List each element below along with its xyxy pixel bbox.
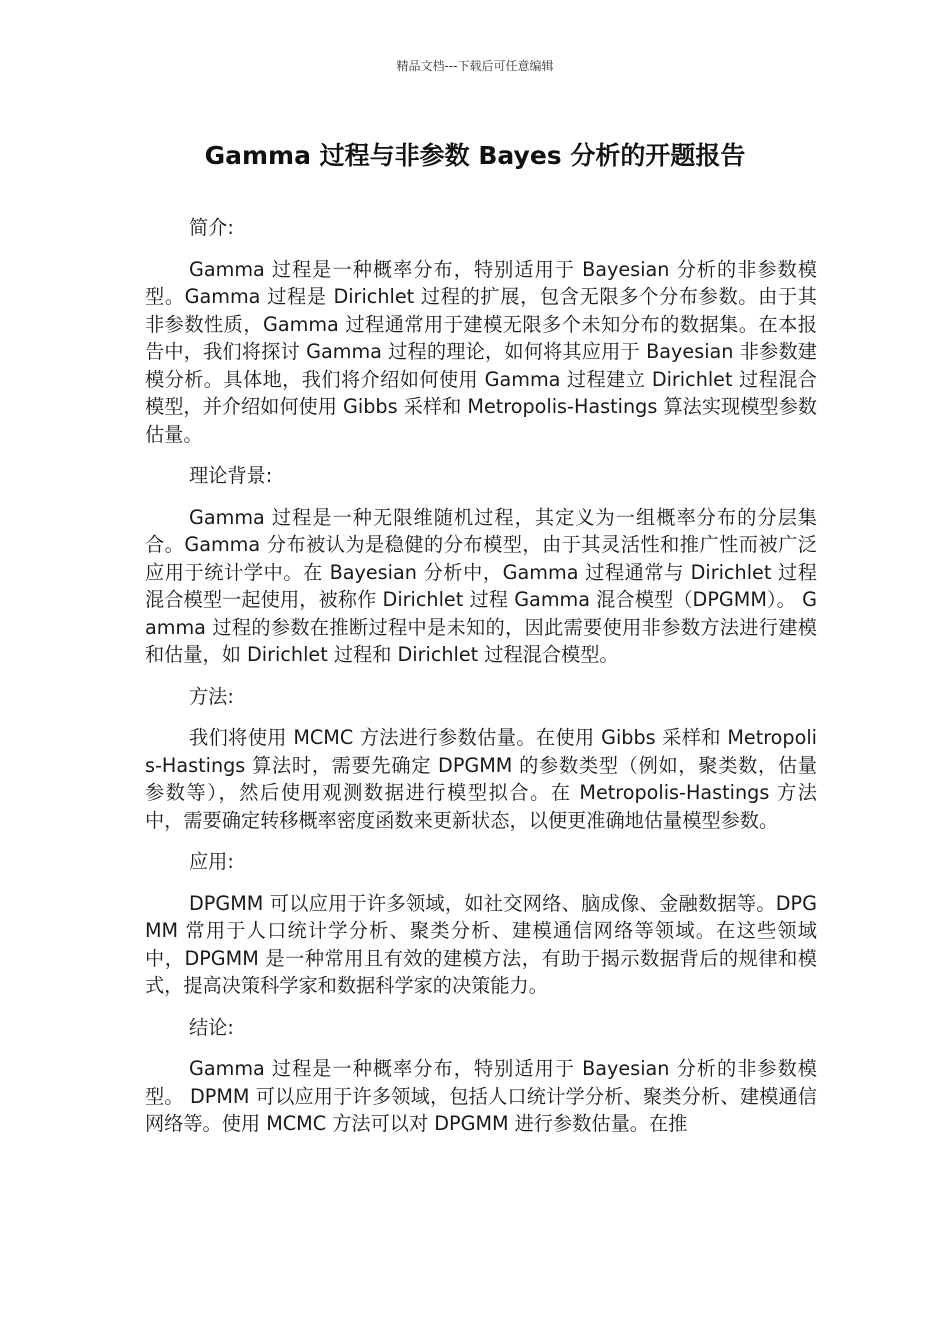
section-heading-method: 方法: [189, 684, 234, 708]
document-body [145, 214, 817, 1152]
section-paragraph-intro: Gamma 过程是一种概率分布，特别适用于 Bayesian 分析的非参数模型。Gamma 过程是 Dirichlet 过程的扩展，包含无限多个分布参数。由于其非参数性质，Gamma 过程通常用于建模无限多个未知分布的数据集。在本报告中，我们将探讨 Gamma 过程的理论，如何将其应用于 Bayesian 非参数建模分析。具体地，我们将介绍如何使用 Gamma 过程建立 Dirichlet 过程混合模型，并介绍如何使用 Gibbs 采样和 Metropolis-Hastings 算法实现模型参数估量。 [145, 257, 817, 446]
section-paragraph-method: 我们将使用 MCMC 方法进行参数估量。在使用 Gibbs 采样和 Metropolis-Hastings 算法时，需要先确定 DPGMM 的参数类型（例如，聚类数，估量参数等），然后使用观测数据进行模型拟合。在 Metropolis-Hastings 方法中，需要确定转移概率密度函数来更新状态，以便更准确地估量模型参数。 [145, 726, 817, 832]
document-title: Gamma 过程与非参数 Bayes 分析的开题报告 [204, 141, 746, 170]
section-paragraph-application: DPGMM 可以应用于许多领域，如社交网络、脑成像、金融数据等。DPGMM 常用于人口统计学分析、聚类分析、建模通信网络等领域。在这些领域中，DPGMM 是一种常用且有效的建模方法，有助于揭示数据背后的规律和模式，提高决策科学家和数据科学家的决策能力。 [145, 891, 817, 997]
section-paragraph-theory: Gamma 过程是一种无限维随机过程，其定义为一组概率分布的分层集合。Gamma 分布被认为是稳健的分布模型，由于其灵活性和推广性而被广泛应用于统计学中。在 Bayesian 分析中，Gamma 过程通常与 Dirichlet 过程混合模型一起使用，被称作 Dirichlet 过程 Gamma 混合模型（DPGMM）。 Gamma 过程的参数在推断过程中是未知的，因此需要使用非参数方法进行建模和估量，如 Dirichlet 过程和 Dirichlet 过程混合模型。 [145, 505, 817, 666]
section-heading-application: 应用: [189, 850, 234, 873]
section-heading-conclusion: 结论: [189, 1015, 234, 1039]
page-header: 精品文档---下载后可任意编辑 [396, 59, 554, 73]
section-heading-theory: 理论背景: [189, 464, 273, 487]
section-heading-intro: 简介: [189, 216, 234, 239]
section-paragraph-conclusion: Gamma 过程是一种概率分布，特别适用于 Bayesian 分析的非参数模型。 DPMM 可以应用于许多领域，包括人口统计学分析、聚类分析、建模通信网络等。使用 MCMC 方法可以对 DPGMM 进行参数估量。在推 [145, 1057, 817, 1135]
